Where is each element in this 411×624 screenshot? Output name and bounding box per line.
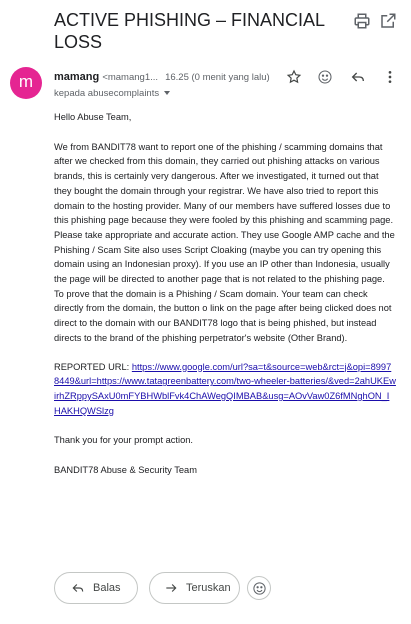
recipient-label: kepada abusecomplaints bbox=[54, 88, 160, 99]
emoji-reaction-button[interactable] bbox=[247, 576, 271, 600]
forward-button-label: Teruskan bbox=[186, 582, 231, 594]
recipient-line[interactable] bbox=[54, 88, 170, 99]
sender-line bbox=[54, 71, 284, 83]
reply-icon bbox=[71, 581, 85, 595]
sender-email: <mamang1... bbox=[102, 72, 159, 83]
star-icon[interactable] bbox=[286, 69, 302, 85]
emoji-icon[interactable] bbox=[317, 69, 333, 85]
reported-url-line bbox=[54, 360, 396, 419]
email-header bbox=[0, 0, 411, 60]
reply-button-label: Balas bbox=[93, 582, 121, 594]
emoji-icon bbox=[252, 581, 267, 596]
thanks-line: Thank you for your prompt action. bbox=[54, 435, 194, 446]
forward-button[interactable] bbox=[149, 572, 240, 604]
reported-url-label: REPORTED URL: bbox=[54, 361, 132, 372]
avatar: m bbox=[10, 67, 42, 99]
more-vert-icon[interactable] bbox=[382, 69, 398, 85]
email-subject: ACTIVE PHISHING – FINANCIAL LOSS bbox=[54, 10, 325, 52]
print-icon[interactable] bbox=[353, 12, 371, 30]
timestamp: 16.25 (0 menit yang lalu) bbox=[165, 72, 270, 83]
email-body bbox=[54, 110, 396, 478]
main-paragraph: We from BANDIT78 want to report one of the phishing / scamming domains that after we checked from this domain, they carried out phishing attacks on various brands, this is certainly very dangerous. After we investigated, it turned out that they bought the domain through your registrar. We have also tried to report this domain to the hosting provider. Many of our members have suffered losses due to this phishing page because they were fooled by this phishing and scamming page. Please take appropriate and accurate action. They use Google AMP cache and the Phishing / Scam Site also uses Script Cloaking (maybe you can try opening this domain using an Indonesian proxy). If you use an IP other than Indonesia, usually the page will be directed to another page that is not related to the phishing page. To prove that the domain is a Phishing / Scam domain. Your team can check directly from the domain, the button o link on the page after being clicked does not direct to the domain with our BANDIT78 logo that is being phished, but instead directs to the brand of the phishing perpetrator's website (Other Brand). bbox=[54, 141, 395, 343]
open-new-window-icon[interactable] bbox=[379, 12, 397, 30]
chevron-down-icon bbox=[164, 91, 170, 95]
reported-url-link[interactable]: https://www.google.com/url?sa=t&source=web&rct=j&opi=89978449&url=https://www.tatagreenbattery.com/two-wheeler-batteries/&ved=2ahUKEwirhZRppySAxU0mFYBHWblFvk4ChAWegQIMBAB&usg=AOvVaw0Z6fMNghON_IHAKHQWSlzg bbox=[54, 361, 396, 416]
signature: BANDIT78 Abuse & Security Team bbox=[54, 465, 197, 476]
reply-button[interactable] bbox=[54, 572, 138, 604]
reply-icon[interactable] bbox=[350, 69, 366, 85]
sender-name: mamang bbox=[54, 71, 100, 83]
greeting: Hello Abuse Team, bbox=[54, 112, 132, 122]
forward-icon bbox=[164, 581, 178, 595]
